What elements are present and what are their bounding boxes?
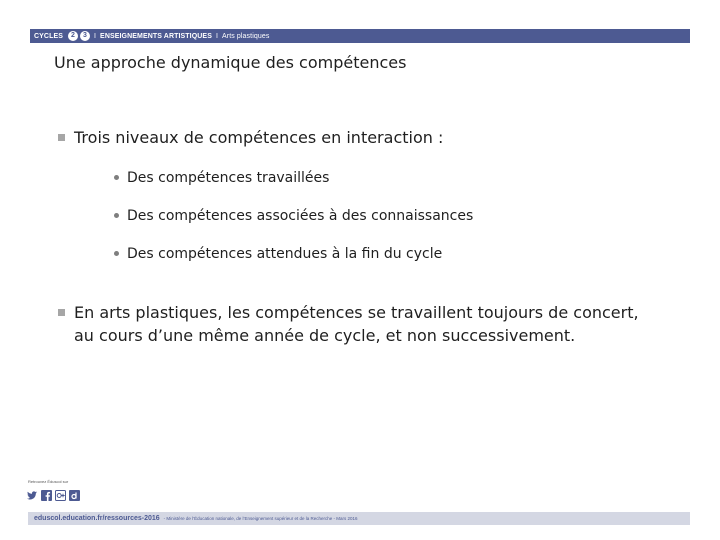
google-plus-icon[interactable]: [55, 490, 66, 501]
sub-bullet-text: Des compétences attendues à la fin du cycle: [127, 246, 443, 262]
square-bullet-icon: [58, 134, 65, 141]
footer-url-link[interactable]: eduscol.education.fr/ressources-2016: [34, 515, 160, 522]
bullet-item: [58, 301, 658, 347]
twitter-icon[interactable]: [27, 490, 38, 501]
header-separator: I: [215, 32, 219, 40]
header-separator: I: [94, 32, 97, 40]
footer-credit: - Ministère de l’Éducation nationale, de l’Enseignement supérieur et de la Recherche - Mars 2016: [163, 516, 358, 521]
facebook-icon[interactable]: [41, 490, 52, 501]
round-bullet-icon: [114, 175, 119, 180]
footer-band: [28, 512, 690, 525]
header-band: [30, 29, 690, 43]
bullet-item: [58, 126, 618, 149]
resources-label: Retrouvez Éduscol sur: [28, 479, 69, 484]
bullet-text: Trois niveaux de compétences en interaction :: [74, 128, 444, 147]
header-section: ENSEIGNEMENTS ARTISTIQUES: [100, 32, 212, 40]
sub-bullet-item: [114, 168, 329, 188]
round-bullet-icon: [114, 213, 119, 218]
bullet-text: En arts plastiques, les compétences se travaillent toujours de concert, au cours d’une même année de cycle, et non successivement.: [74, 303, 639, 345]
dailymotion-icon[interactable]: [69, 490, 80, 501]
sub-bullet-item: [114, 244, 442, 264]
slide-title: Une approche dynamique des compétences: [54, 53, 407, 72]
header-subject: Arts plastiques: [222, 32, 270, 40]
cycle-2-badge: 2: [68, 31, 78, 41]
cycle-3-badge: 3: [80, 31, 90, 41]
sub-bullet-text: Des compétences travaillées: [127, 170, 330, 186]
square-bullet-icon: [58, 309, 65, 316]
social-icons: [27, 490, 80, 501]
cycles-label: CYCLES: [34, 32, 63, 40]
sub-bullet-text: Des compétences associées à des connaissances: [127, 208, 474, 224]
sub-bullet-item: [114, 206, 473, 226]
round-bullet-icon: [114, 251, 119, 256]
